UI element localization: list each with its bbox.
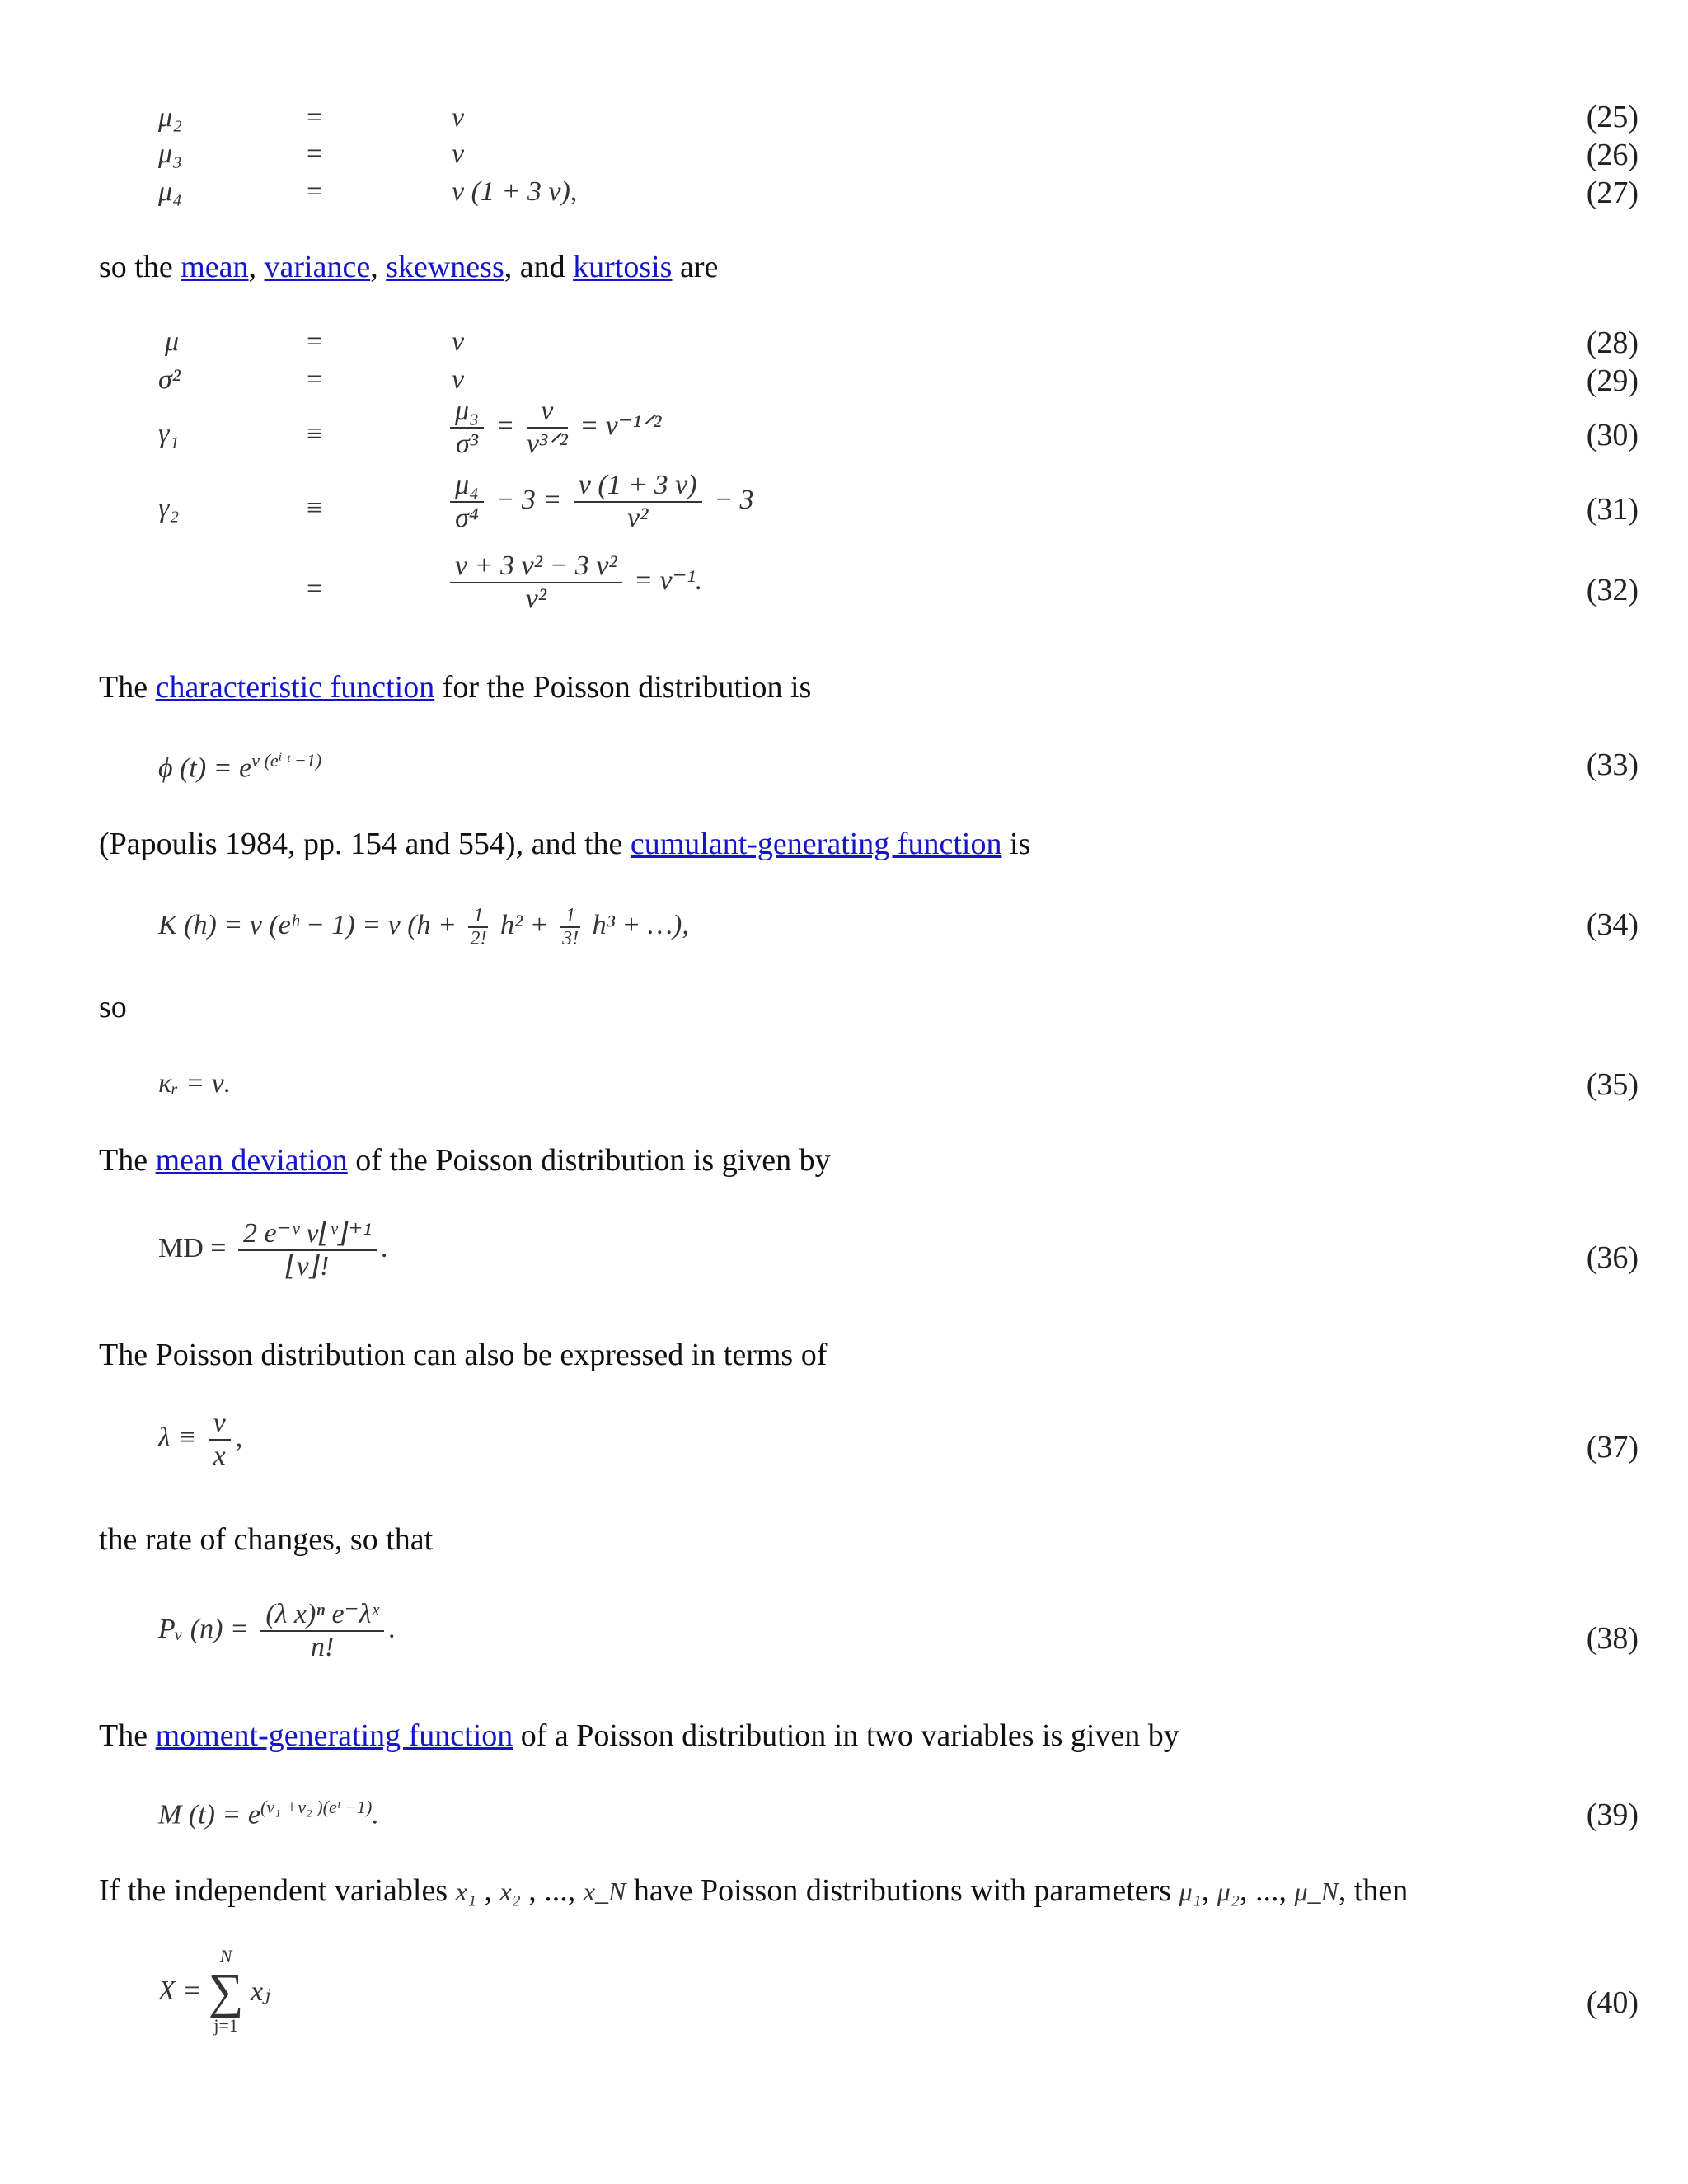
numerator: 2 e⁻ᵛ ν⌊ᵛ⌋⁺¹ bbox=[238, 1218, 377, 1251]
eq36-number: (36) bbox=[1586, 1240, 1639, 1275]
eq32-number: (32) bbox=[1586, 573, 1639, 607]
text: , bbox=[370, 250, 387, 284]
fraction bbox=[209, 1408, 231, 1472]
equation-35: κᵣ = ν. bbox=[158, 1068, 232, 1099]
text: X = bbox=[158, 1975, 202, 2006]
eq30-number: (30) bbox=[1586, 418, 1639, 452]
sum-upper-limit: N bbox=[219, 1946, 232, 1966]
paragraph-moment-generating bbox=[99, 1718, 1179, 1754]
denominator: 2! bbox=[470, 928, 487, 949]
symbol-xN: x_N bbox=[583, 1877, 626, 1906]
numerator: μ₃ bbox=[450, 396, 484, 429]
eq28-op: = bbox=[307, 326, 323, 357]
denominator: σ⁴ bbox=[455, 503, 479, 533]
text: The bbox=[99, 670, 156, 705]
sum-symbol: ∑ bbox=[208, 1964, 244, 2018]
tail: = ν⁻¹. bbox=[634, 565, 703, 596]
text: If the independent variables bbox=[99, 1873, 456, 1908]
tail: . bbox=[381, 1232, 389, 1263]
fraction bbox=[450, 551, 622, 615]
eq25-op: = bbox=[307, 102, 323, 133]
symbol-x1: x₁ bbox=[455, 1877, 476, 1906]
fraction bbox=[527, 396, 568, 460]
text: MD = bbox=[158, 1232, 227, 1263]
text: is bbox=[1001, 827, 1031, 861]
eq30-lhs: γ₁ bbox=[158, 419, 180, 449]
eq28-rhs: ν bbox=[452, 326, 465, 357]
eq27-rhs: ν (1 + 3 ν), bbox=[452, 176, 578, 207]
eq33-number: (33) bbox=[1586, 748, 1639, 782]
fraction bbox=[260, 1599, 384, 1663]
eq28-number: (28) bbox=[1586, 326, 1639, 360]
fraction bbox=[450, 470, 484, 534]
denominator: ν² bbox=[627, 503, 649, 533]
text: (Papoulis 1984, pp. 154 and 554), and the bbox=[99, 827, 631, 861]
numerator: ν + 3 ν² − 3 ν² bbox=[450, 551, 622, 583]
eq30-rhs bbox=[445, 396, 661, 460]
link-variance[interactable]: variance bbox=[264, 250, 371, 284]
eq31-op: ≡ bbox=[307, 493, 323, 523]
equals: = bbox=[495, 410, 515, 441]
fraction bbox=[560, 905, 580, 949]
denominator: x bbox=[213, 1441, 226, 1471]
paragraph-mean-deviation bbox=[99, 1142, 831, 1179]
link-kurtosis[interactable]: kurtosis bbox=[573, 250, 673, 284]
eq38-number: (38) bbox=[1586, 1621, 1639, 1656]
eq31-lhs: γ₂ bbox=[158, 493, 180, 523]
tail: . bbox=[388, 1613, 396, 1644]
tail: − 3 bbox=[714, 484, 754, 515]
eq29-op: = bbox=[307, 364, 323, 395]
equation-33 bbox=[158, 750, 321, 784]
exponent: (ν₁ +ν₂ )(eᵗ −1) bbox=[260, 1797, 373, 1817]
text: of a Poisson distribution in two variables is given by bbox=[513, 1718, 1179, 1753]
text: λ ≡ bbox=[158, 1422, 197, 1453]
equation-39 bbox=[158, 1797, 379, 1830]
sum-term: xⱼ bbox=[251, 1976, 271, 2007]
fraction bbox=[238, 1218, 377, 1282]
equation-40 bbox=[158, 1947, 270, 2036]
denominator: ν² bbox=[525, 583, 546, 614]
denominator: n! bbox=[310, 1632, 335, 1662]
symbol-x2: x₂ bbox=[499, 1877, 521, 1906]
tail: , bbox=[235, 1422, 243, 1453]
paragraph-rate-of-changes: the rate of changes, so that bbox=[99, 1522, 434, 1557]
eq35-number: (35) bbox=[1586, 1067, 1639, 1102]
numerator: μ₄ bbox=[450, 470, 484, 503]
eq32-op: = bbox=[307, 574, 323, 604]
link-characteristic-function[interactable]: characteristic function bbox=[155, 670, 435, 705]
exponent: ν (eⁱ ᵗ −1) bbox=[251, 750, 322, 771]
fraction bbox=[468, 905, 488, 949]
paragraph-cumulant bbox=[99, 826, 1030, 862]
eq40-number: (40) bbox=[1586, 1985, 1639, 2020]
eq26-op: = bbox=[307, 138, 323, 169]
paragraph-so: so bbox=[99, 990, 127, 1024]
eq27-lhs: μ₄ bbox=[158, 176, 182, 207]
text: ϕ (t) = e bbox=[158, 752, 252, 784]
denominator: ν³ᐟ² bbox=[526, 429, 568, 459]
eq31-rhs bbox=[445, 470, 754, 534]
numerator: ν (1 + 3 ν) bbox=[574, 470, 702, 503]
link-skewness[interactable]: skewness bbox=[386, 250, 504, 284]
eq26-rhs: ν bbox=[452, 138, 465, 169]
text: The bbox=[99, 1718, 156, 1753]
text: , then bbox=[1338, 1873, 1409, 1908]
eq26-number: (26) bbox=[1586, 138, 1639, 172]
equation-37 bbox=[158, 1408, 242, 1472]
eq27-number: (27) bbox=[1586, 176, 1639, 210]
text: are bbox=[672, 250, 719, 284]
text: , bbox=[248, 250, 265, 284]
eq30-op: ≡ bbox=[307, 419, 323, 449]
text: − 3 = bbox=[495, 484, 562, 515]
eq31-number: (31) bbox=[1586, 492, 1639, 527]
eq37-number: (37) bbox=[1586, 1430, 1639, 1465]
summation bbox=[209, 1947, 244, 2036]
fraction bbox=[574, 470, 702, 534]
sum-lower-limit: j=1 bbox=[213, 2015, 238, 2036]
numerator: (λ x)ⁿ e⁻λˣ bbox=[260, 1599, 384, 1632]
denominator: ⌊ν⌋! bbox=[285, 1251, 330, 1282]
eq29-rhs: ν bbox=[452, 364, 465, 395]
eq28-lhs: μ bbox=[165, 326, 180, 357]
eq34-number: (34) bbox=[1586, 907, 1639, 942]
paragraph-characteristic-function bbox=[99, 669, 811, 705]
numerator: ν bbox=[527, 396, 568, 429]
paragraph-mean-variance bbox=[99, 249, 718, 285]
text: of the Poisson distribution is given by bbox=[347, 1143, 831, 1178]
numerator: ν bbox=[209, 1408, 231, 1441]
text: h² + bbox=[493, 909, 556, 940]
numerator: 1 bbox=[468, 905, 488, 928]
tail: . bbox=[372, 1799, 379, 1830]
symbol-muN: μ_N bbox=[1294, 1877, 1339, 1906]
text: have Poisson distributions with parameters bbox=[626, 1873, 1179, 1908]
text: The bbox=[99, 1143, 156, 1178]
eq39-number: (39) bbox=[1586, 1797, 1639, 1832]
link-moment-generating-function[interactable]: moment-generating function bbox=[155, 1718, 513, 1753]
text: , and bbox=[504, 250, 574, 284]
text: h³ + …), bbox=[585, 909, 689, 940]
link-mean[interactable]: mean bbox=[181, 250, 249, 284]
text: , bbox=[1201, 1873, 1217, 1908]
eq26-lhs: μ₃ bbox=[158, 138, 182, 169]
symbol-mu2: μ₂ bbox=[1217, 1877, 1240, 1906]
paragraph-expressed-in-terms: The Poisson distribution can also be expressed in terms of bbox=[99, 1338, 828, 1372]
text: , bbox=[476, 1873, 500, 1908]
equation-34 bbox=[158, 905, 689, 949]
link-mean-deviation[interactable]: mean deviation bbox=[155, 1143, 348, 1178]
paragraph-independent-variables bbox=[99, 1872, 1408, 1910]
eq25-lhs: μ₂ bbox=[158, 102, 182, 133]
numerator: 1 bbox=[560, 905, 580, 928]
text: , ..., bbox=[520, 1873, 584, 1908]
text: so the bbox=[99, 250, 181, 284]
text: for the Poisson distribution is bbox=[434, 670, 812, 705]
text: M (t) = e bbox=[158, 1799, 260, 1830]
tail: = ν⁻¹ᐟ² bbox=[579, 410, 662, 441]
equation-36 bbox=[158, 1218, 388, 1282]
eq25-number: (25) bbox=[1586, 100, 1639, 134]
equation-38 bbox=[158, 1599, 396, 1663]
link-cumulant-generating-function[interactable]: cumulant-generating function bbox=[630, 827, 1002, 861]
text: Pᵥ (n) = bbox=[158, 1613, 249, 1644]
fraction bbox=[450, 396, 484, 460]
eq25-rhs: ν bbox=[452, 102, 465, 133]
denominator: 3! bbox=[562, 928, 579, 949]
text: K (h) = ν (eʰ − 1) = ν (h + bbox=[158, 909, 464, 940]
text: , ..., bbox=[1239, 1873, 1295, 1908]
eq27-op: = bbox=[307, 176, 323, 207]
symbol-mu1: μ₁ bbox=[1179, 1877, 1202, 1906]
denominator: σ³ bbox=[455, 429, 478, 459]
eq32-rhs bbox=[445, 551, 702, 615]
eq29-lhs: σ² bbox=[158, 364, 181, 395]
eq29-number: (29) bbox=[1586, 363, 1639, 398]
